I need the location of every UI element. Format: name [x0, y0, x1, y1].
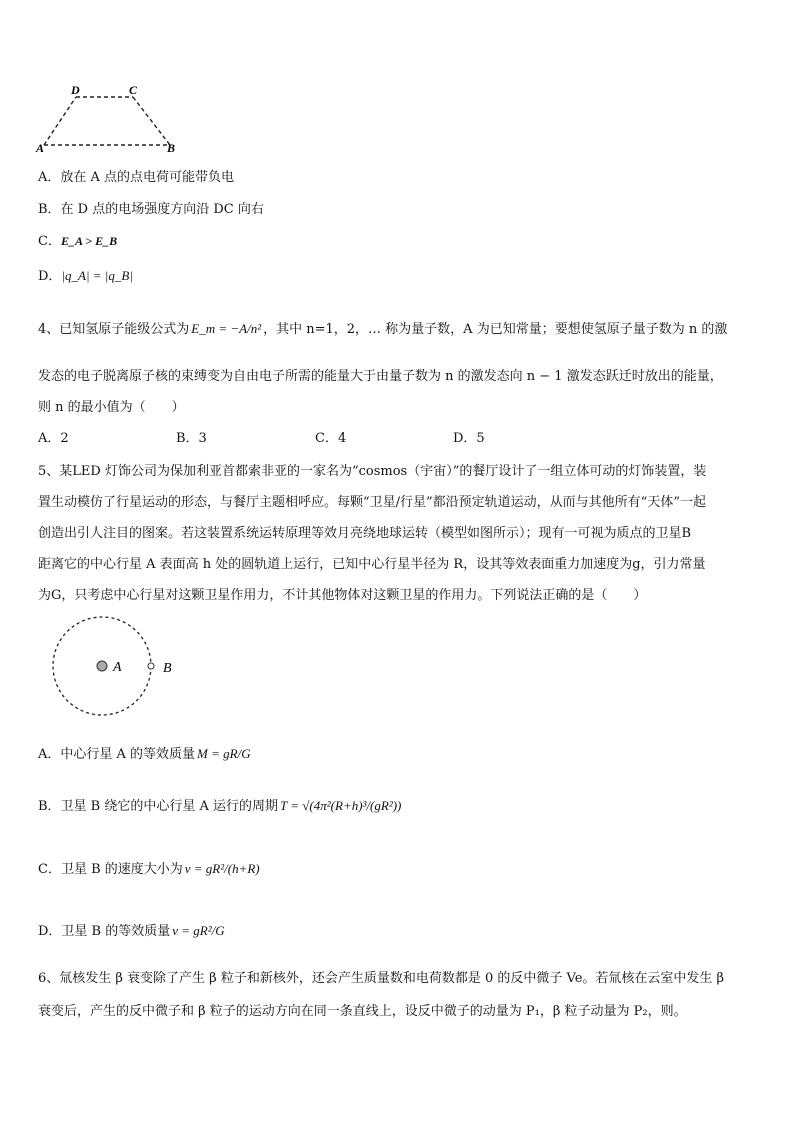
q6-line1: 6、氚核发生 β 衰变除了产生 β 粒子和新核外，还会产生质量数和电荷数都是 0 的反中微子 Ve。若氚核在云室中发生 β [38, 971, 725, 986]
q5-option-a [38, 743, 251, 762]
q6-line2: 衰变后，产生的反中微子和 β 粒子的运动方向在同一条直线上，设反中微子的动量为 P₁，β 粒子动量为 P₂，则。 [38, 1004, 687, 1019]
q5-option-c-text: C．卫星 B 的速度大小为 [38, 862, 183, 877]
orbit-diagram [45, 610, 195, 720]
q3-option-d-formula: |q_A| = |q_B| [61, 268, 133, 283]
q4-option-a: A．2 [38, 431, 69, 446]
label-A: A [36, 141, 45, 155]
q5-option-a-text: A．中心行星 A 的等效质量 [38, 747, 196, 762]
label-C: C [129, 83, 138, 97]
q3-option-b: B．在 D 点的电场强度方向沿 DC 向右 [38, 202, 264, 217]
q3-option-a: A．放在 A 点的点电荷可能带负电 [38, 170, 235, 185]
orbit-label-B: B [163, 661, 172, 676]
q5-option-c [38, 858, 260, 877]
q3-option-c-formula: E_A > E_B [60, 234, 118, 248]
q5-option-b-formula: T = √(4π²(R+h)³/(gR²)) [280, 798, 402, 813]
satellite-b-dot [148, 663, 154, 669]
q5-option-d-formula: v = gR²/G [172, 923, 225, 938]
q5-option-a-formula: M = gR/G [197, 746, 251, 761]
q5-option-b [38, 795, 401, 814]
q5-line3: 创造出引人注目的图案。若这装置系统运转原理等效月亮绕地球运转（模型如图所示）；现有一可视为质点的卫星B [38, 526, 692, 541]
label-D: D [71, 83, 80, 97]
q5-option-d [38, 920, 225, 939]
q4-intro: 4、已知氢原子能级公式为 [38, 322, 190, 337]
q4-option-d: D．5 [453, 431, 485, 446]
q4-formula: E_m = −A/n² [191, 321, 262, 336]
q5-line5: 为G，只考虑中心行星对这颗卫星作用力，不计其他物体对这颗卫星的作用力。下列说法正确的是（ ） [38, 588, 647, 603]
q4-line3: 则 n 的最小值为（ ） [38, 400, 185, 415]
q4-intro-rest: ，其中 n=1，2，… 称为量子数，A 为已知常量；要想使氢原子量子数为 n 的激 [263, 322, 728, 337]
q5-line2: 置生动模仿了行星运动的形态，与餐厅主题相呼应。每颗“卫星/行星”都沿预定轨道运动，从而与其他所有“天体”一起 [38, 495, 706, 510]
q4-line2: 发态的电子脱离原子核的束缚变为自由电子所需的能量大于由量子数为 n 的激发态向 n − 1 激发态跃迁时放出的能量， [38, 369, 723, 384]
orbit-label-A: A [113, 660, 122, 675]
q5-line4: 距离它的中心行星 A 表面高 h 处的圆轨道上运行，已知中心行星半径为 R，设其等效表面重力加速度为g，引力常量 [38, 557, 706, 572]
q4-option-c: C．4 [315, 431, 347, 446]
q3-option-d [38, 265, 133, 284]
q5-option-b-text: B．卫星 B 绕它的中心行星 A 运行的周期 [38, 799, 279, 814]
q3-option-c [38, 230, 117, 249]
q5-option-d-text: D．卫星 B 的等效质量 [38, 924, 171, 939]
q4-line1 [38, 318, 727, 337]
q5-option-c-formula: v = gR²/(h+R) [184, 861, 260, 876]
q4-option-b: B．3 [176, 431, 207, 446]
q3-option-c-prefix: C． [38, 234, 61, 249]
q5-line1: 5、某LED 灯饰公司为保加利亚首都索非亚的一家名为“cosmos（宇宙）”的餐厅设计了一组立体可动的灯饰装置，装 [38, 464, 707, 479]
q3-option-d-prefix: D． [38, 269, 62, 284]
planet-a-dot [97, 661, 107, 671]
label-B: B [167, 141, 176, 155]
trapezoid-diagram [30, 80, 190, 155]
